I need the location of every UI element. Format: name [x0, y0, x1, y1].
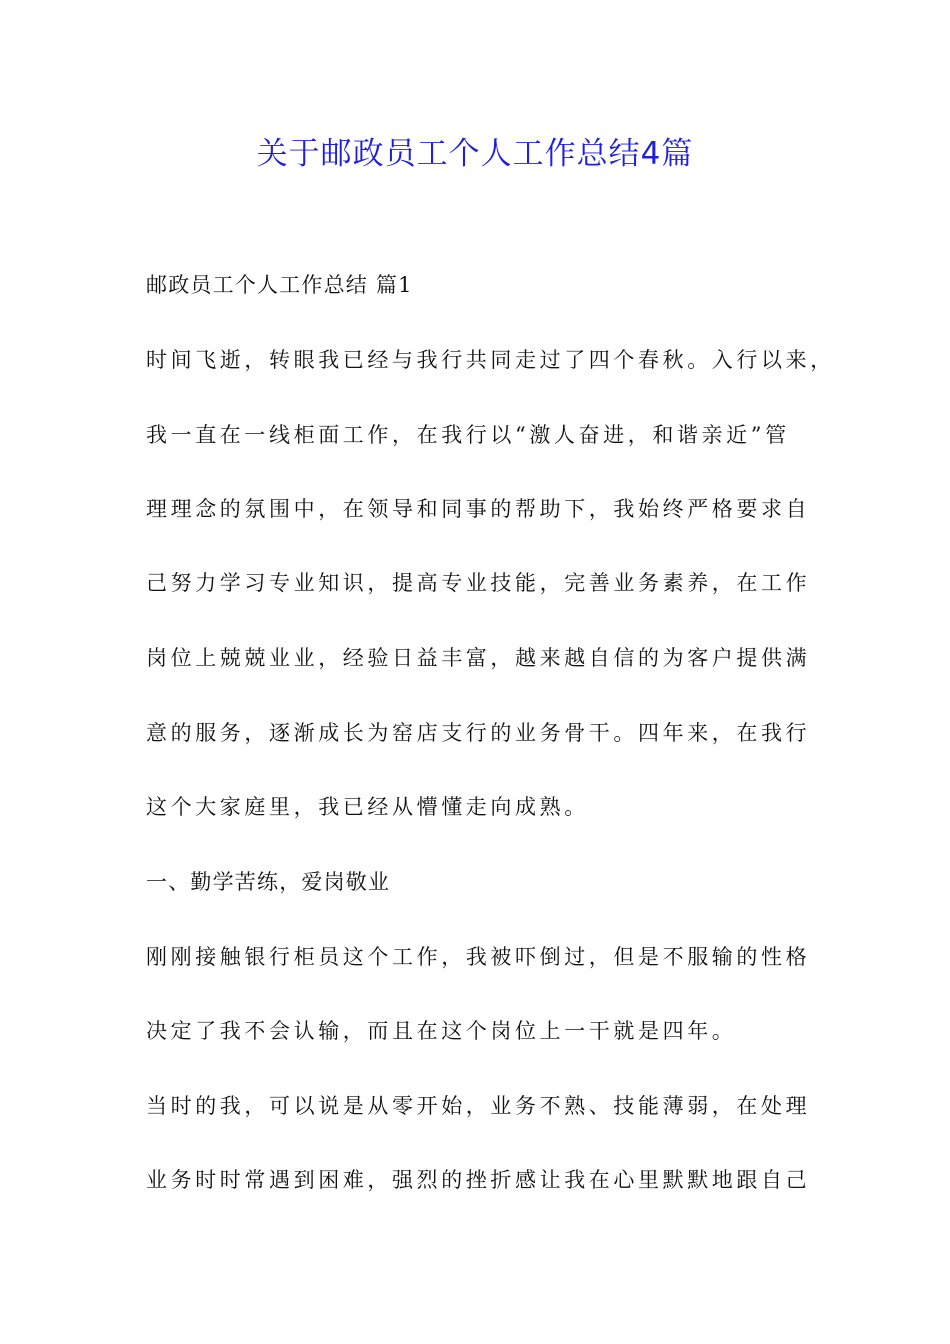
- paragraph-line: 我一直在一线柜面工作，在我行以“激人奋进，和谐亲近”管: [146, 423, 790, 447]
- paragraph-line: 岗位上兢兢业业，经验日益丰富，越来越自信的为客户提供满: [146, 646, 811, 670]
- document-title: 关于邮政员工个人工作总结4篇: [256, 136, 694, 172]
- paragraph-line: 这个大家庭里，我已经从懵懂走向成熟。: [146, 795, 589, 819]
- section-heading: 邮政员工个人工作总结 篇1: [146, 273, 413, 297]
- paragraph-line: 理理念的氛围中，在领导和同事的帮助下，我始终严格要求自: [146, 497, 811, 521]
- paragraph-line: 时间飞逝，转眼我已经与我行共同走过了四个春秋。入行以来，: [146, 348, 835, 372]
- paragraph-line: 刚刚接触银行柜员这个工作，我被吓倒过，但是不服输的性格: [146, 945, 811, 969]
- paragraph-line: 决定了我不会认输，而且在这个岗位上一干就是四年。: [146, 1019, 737, 1043]
- section-heading: 一、勤学苦练，爱岗敬业: [146, 870, 391, 894]
- paragraph-line: 业务时时常遇到困难，强烈的挫折感让我在心里默默地跟自己: [146, 1168, 811, 1192]
- paragraph-line: 己努力学习专业知识，提高专业技能，完善业务素养，在工作: [146, 571, 811, 595]
- paragraph-line: 意的服务，逐渐成长为窑店支行的业务骨干。四年来，在我行: [146, 721, 811, 745]
- paragraph-line: 当时的我，可以说是从零开始，业务不熟、技能薄弱，在处理: [146, 1094, 811, 1118]
